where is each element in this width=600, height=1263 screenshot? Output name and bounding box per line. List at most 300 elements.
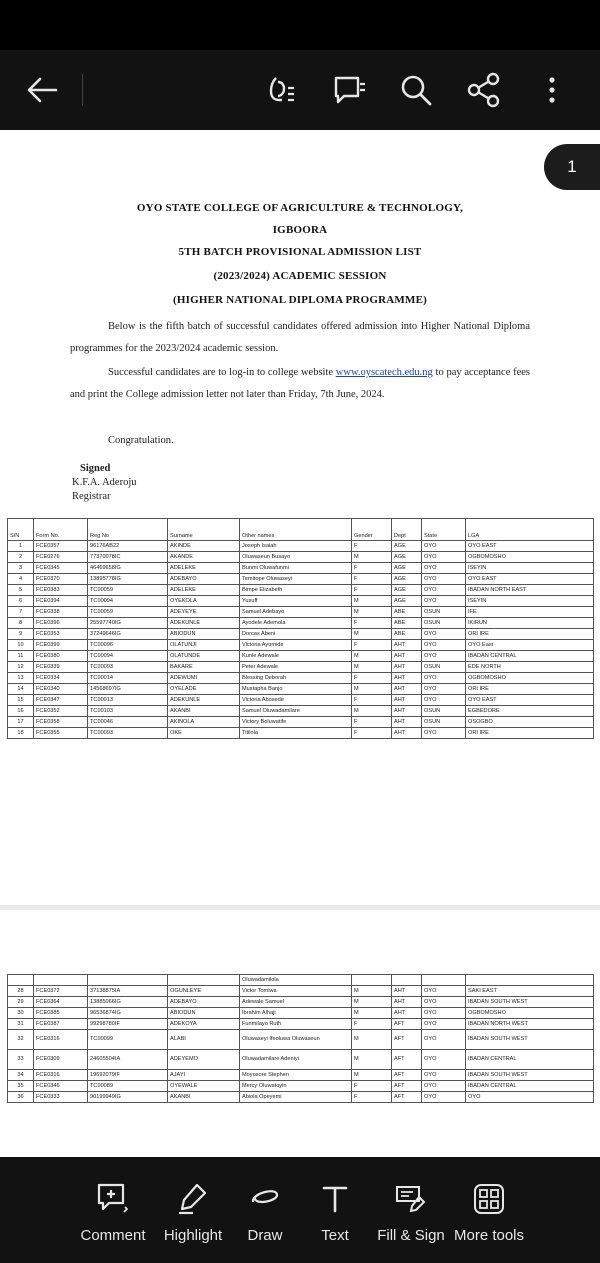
table-cell: 16 [8, 706, 34, 717]
table-cell: Bunmi Oluwafunmi [240, 563, 352, 574]
table-cell: OYO [422, 640, 466, 651]
table-row [8, 618, 594, 629]
signatory-name: K.F.A. Aderoju [72, 477, 137, 488]
table-cell: 11 [8, 651, 34, 662]
column-header: Surname [168, 519, 240, 541]
table-row [8, 1070, 594, 1081]
table-cell: FCE0339 [34, 662, 88, 673]
table-cell: FCE0346 [34, 1081, 88, 1092]
table-cell: 9 [8, 629, 34, 640]
table-row [8, 975, 594, 986]
table-cell: 18 [8, 728, 34, 739]
table-cell: M [352, 1030, 392, 1050]
table-cell: TC00093 [88, 662, 168, 673]
table-cell: 14568697IG [88, 684, 168, 695]
table-cell: 31 [8, 1019, 34, 1030]
table-cell: Adewale Samuel [240, 997, 352, 1008]
table-cell [392, 975, 422, 986]
table-row [8, 728, 594, 739]
table-cell: 96536874IG [88, 1008, 168, 1019]
table-cell: Bimpe Elizabeth [240, 585, 352, 596]
table-cell: 25597740IG [88, 618, 168, 629]
column-header: Other names [240, 519, 352, 541]
comment-tool-button[interactable] [68, 1181, 158, 1244]
table-cell: OYO East [466, 640, 594, 651]
table-cell: ORI IRE [466, 728, 594, 739]
table-row [8, 607, 594, 618]
table-cell: 5 [8, 585, 34, 596]
table-cell: FCE0338 [34, 607, 88, 618]
table-cell [466, 975, 594, 986]
table-cell: TC00093 [88, 728, 168, 739]
table-cell: 13 [8, 673, 34, 684]
table-row [8, 563, 594, 574]
table-cell: Blessing Deborah [240, 673, 352, 684]
table-cell: FCE0399 [34, 640, 88, 651]
table-cell: AKINOLA [168, 717, 240, 728]
table-cell: ISEYIN [466, 563, 594, 574]
table-cell: TC00099 [88, 1030, 168, 1050]
table-cell: IBADAN NORTH EAST [466, 585, 594, 596]
table-cell: OYO [422, 1030, 466, 1050]
table-cell: FCE0355 [34, 728, 88, 739]
table-cell: AFT [392, 1081, 422, 1092]
congratulation-text: Congratulation. [108, 435, 174, 446]
table-cell: 30 [8, 1008, 34, 1019]
table-cell: M [352, 552, 392, 563]
table-cell: IKIRUN [466, 618, 594, 629]
table-cell: TC00014 [88, 673, 168, 684]
text-tool-label: Text [321, 1227, 349, 1244]
table-cell: 99298780IF [88, 1019, 168, 1030]
table-cell: AHT [392, 717, 422, 728]
table-cell: OYO [422, 1008, 466, 1019]
table-cell: AHT [392, 684, 422, 695]
table-cell: 77370078IC [88, 552, 168, 563]
table-cell: FCE0396 [34, 618, 88, 629]
header-line-4: (2023/2024) ACADEMIC SESSION [213, 270, 387, 282]
table-cell: AFT [392, 1019, 422, 1030]
table-cell: OLATUNJI [168, 640, 240, 651]
table-cell: M [352, 684, 392, 695]
table-row [8, 986, 594, 997]
table-cell: OGBOMOSHO [466, 1008, 594, 1019]
table-cell: AHT [392, 673, 422, 684]
table-row [8, 552, 594, 563]
table-cell: Funmilayo Ruth [240, 1019, 352, 1030]
header-line-5: (HIGHER NATIONAL DIPLOMA PROGRAMME) [173, 294, 427, 306]
table-cell: Victor Tomiwa [240, 986, 352, 997]
table-cell: OYO [422, 1050, 466, 1070]
table-cell: OYO [422, 673, 466, 684]
table-cell: 37138875IA [88, 986, 168, 997]
table-cell: OYO [422, 1019, 466, 1030]
table-row [8, 662, 594, 673]
table-cell: OYO [422, 596, 466, 607]
table-row [8, 1030, 594, 1050]
table-cell: M [352, 629, 392, 640]
table-cell: OSOGBO [466, 717, 594, 728]
table-cell: FCE0383 [34, 585, 88, 596]
table-cell: AHT [392, 1008, 422, 1019]
table-cell: OSUN [422, 706, 466, 717]
table-cell: 14 [8, 684, 34, 695]
table-cell: Ibrahim Alhaji [240, 1008, 352, 1019]
table-row [8, 651, 594, 662]
table-cell: FCE0334 [34, 673, 88, 684]
table-cell: M [352, 1050, 392, 1070]
table-cell: FCE0364 [34, 997, 88, 1008]
table-row [8, 717, 594, 728]
document-page-1 [0, 130, 600, 905]
table-cell: AFT [392, 1070, 422, 1081]
admission-table-page-2 [7, 974, 594, 1103]
table-cell: Samuel Oluwadamilare [240, 706, 352, 717]
table-cell: IFE [466, 607, 594, 618]
document-page-2 [0, 910, 600, 1157]
table-cell: AGE [392, 596, 422, 607]
table-cell: M [352, 607, 392, 618]
comment-list-icon[interactable] [330, 70, 370, 110]
table-cell: ADEBAYO [168, 997, 240, 1008]
table-cell: Oluwaseun Busayo [240, 552, 352, 563]
table-row [8, 997, 594, 1008]
table-cell: FCE0345 [34, 563, 88, 574]
table-cell: Temitope Oluwaseyi [240, 574, 352, 585]
table-cell: 28 [8, 986, 34, 997]
table-cell: 13895778IG [88, 574, 168, 585]
table-cell: Mustapha Banjo [240, 684, 352, 695]
table-cell: FCE0340 [34, 684, 88, 695]
table-cell: FCE0347 [34, 695, 88, 706]
table-cell: FCE0387 [34, 1019, 88, 1030]
more-tools-icon [471, 1181, 507, 1217]
table-cell: OLATUNDE [168, 651, 240, 662]
table-cell [8, 975, 34, 986]
table-cell: 19692079IF [88, 1070, 168, 1081]
table-row [8, 585, 594, 596]
table-cell: 36 [8, 1092, 34, 1103]
table-row [8, 1019, 594, 1030]
table-cell: M [352, 1070, 392, 1081]
document-viewport[interactable] [0, 130, 600, 1157]
table-cell: ABE [392, 607, 422, 618]
table-cell: AFT [392, 1050, 422, 1070]
table-cell: 10 [8, 640, 34, 651]
table-cell: Oluwaseyi Ifeoluwa Oluwaseun [240, 1030, 352, 1050]
admission-table-page-1 [7, 518, 594, 739]
text-icon [317, 1181, 353, 1217]
table-cell: 33 [8, 1050, 34, 1070]
table-cell [34, 975, 88, 986]
table-cell: IBADAN CENTRAL [466, 1081, 594, 1092]
table-cell: OGUNLEYE [168, 986, 240, 997]
table-cell: OGBOMOSHO [466, 552, 594, 563]
table-cell: 35 [8, 1081, 34, 1092]
college-website-link[interactable]: www.oyscatech.edu.ng [335, 367, 433, 378]
table-row [8, 1050, 594, 1070]
table-cell: FCE0333 [34, 1092, 88, 1103]
table-cell: ADELEKE [168, 585, 240, 596]
table-cell: AKANDE [168, 552, 240, 563]
table-cell: Moyosore Stephen [240, 1070, 352, 1081]
table-cell: ADEYEMO [168, 1050, 240, 1070]
table-cell: Peter Adewale [240, 662, 352, 673]
table-cell: FCE0353 [34, 629, 88, 640]
table-cell: FCE0358 [34, 717, 88, 728]
highlight-tool-label: Highlight [163, 1227, 223, 1244]
table-cell: AKANBI [168, 1092, 240, 1103]
table-cell: F [352, 1092, 392, 1103]
table-cell: F [352, 695, 392, 706]
table-cell: OYO [422, 563, 466, 574]
table-cell: ADEYEYE [168, 607, 240, 618]
table-cell: IBADAN CENTRAL [466, 1050, 594, 1070]
instructions-paragraph: Successful candidates are to log-in to college website www.oyscatech.edu.ng to pay acceptance fees and print the College admission letter not later than Friday, 7th June, 2024. [70, 367, 531, 400]
table-cell: ORI IRE [466, 629, 594, 640]
column-header: Form No. [34, 519, 88, 541]
table-cell: F [352, 717, 392, 728]
table-cell: F [352, 728, 392, 739]
table-cell: OYEKOLA [168, 596, 240, 607]
table-cell: OYO EAST [466, 541, 594, 552]
table-cell: Oluwadamilola [240, 975, 352, 986]
table-cell: OSUN [422, 717, 466, 728]
table-cell: FCE0309 [34, 1050, 88, 1070]
read-aloud-icon[interactable] [262, 70, 302, 110]
table-cell: AFT [392, 1092, 422, 1103]
table-cell: ABIODUN [168, 1008, 240, 1019]
table-cell: AHT [392, 662, 422, 673]
table-cell: OYO [422, 574, 466, 585]
table-cell: 7 [8, 607, 34, 618]
table-cell: Ayodele Ademola [240, 618, 352, 629]
table-cell: 3 [8, 563, 34, 574]
table-cell: Dorcas Abeni [240, 629, 352, 640]
table-cell: ADEBAYO [168, 574, 240, 585]
table-cell: 96176AB22 [88, 541, 168, 552]
table-cell [352, 975, 392, 986]
table-cell: AHT [392, 728, 422, 739]
table-cell: TC00094 [88, 596, 168, 607]
table-cell: ADEKUNLE [168, 618, 240, 629]
table-cell: OYO [422, 629, 466, 640]
table-cell: Joseph Isaiah [240, 541, 352, 552]
table-cell: BAKARE [168, 662, 240, 673]
table-cell: FCE0380 [34, 651, 88, 662]
table-cell: OYO [422, 997, 466, 1008]
table-cell: IBADAN SOUTH WEST [466, 1070, 594, 1081]
table-cell: Samuel Adebayo [240, 607, 352, 618]
column-header: LGA [466, 519, 594, 541]
table-cell: IBADAN SOUTH WEST [466, 1030, 594, 1050]
table-cell: AGE [392, 585, 422, 596]
signatory-title: Registrar [72, 491, 111, 502]
table-cell: Victoria Ayomide [240, 640, 352, 651]
table-cell: OYO [422, 986, 466, 997]
table-cell: AHT [392, 706, 422, 717]
table-cell: Yusuff [240, 596, 352, 607]
table-cell: EGBEDORE [466, 706, 594, 717]
table-cell: AGE [392, 563, 422, 574]
table-cell: 46469658IG [88, 563, 168, 574]
table-row [8, 574, 594, 585]
table-row [8, 596, 594, 607]
table-cell: ABIODUN [168, 629, 240, 640]
table-cell: TC00089 [88, 1081, 168, 1092]
table-cell: OYO [422, 1070, 466, 1081]
table-cell: OYO EAST [466, 695, 594, 706]
fill-sign-icon [393, 1181, 429, 1217]
more-tools-button[interactable] [444, 1181, 534, 1244]
fill-sign-tool-label: Fill & Sign [377, 1227, 445, 1244]
table-row [8, 673, 594, 684]
signature-block [72, 462, 137, 504]
table-cell: ALABI [168, 1030, 240, 1050]
table-cell: AHT [392, 997, 422, 1008]
table-cell: Victoria Abosede [240, 695, 352, 706]
table-cell: 32 [8, 1030, 34, 1050]
table-cell: F [352, 1019, 392, 1030]
table-row [8, 629, 594, 640]
table-cell: Victory Boluwatife [240, 717, 352, 728]
table-cell: 24605504IA [88, 1050, 168, 1070]
search-icon[interactable] [396, 70, 436, 110]
table-cell: M [352, 997, 392, 1008]
highlight-pen-icon [175, 1181, 211, 1217]
table-cell: Kunle Adewale [240, 651, 352, 662]
table-cell: OGBOMOSHO [466, 673, 594, 684]
table-cell: OYEWALE [168, 1081, 240, 1092]
table-cell: 1 [8, 541, 34, 552]
table-cell: AKINDE [168, 541, 240, 552]
table-cell: FCE0394 [34, 596, 88, 607]
table-cell: 2 [8, 552, 34, 563]
page-indicator[interactable]: 1 [544, 144, 600, 190]
table-cell: OYO [422, 541, 466, 552]
table-cell: FCE0370 [34, 574, 88, 585]
more-vertical-icon[interactable] [532, 70, 572, 110]
table-row [8, 640, 594, 651]
table-cell: 8 [8, 618, 34, 629]
table-cell: OSUN [422, 662, 466, 673]
table-cell: Oluwadamilare Adeniyi [240, 1050, 352, 1070]
table-cell: OKE [168, 728, 240, 739]
table-cell: TC00103 [88, 706, 168, 717]
table-cell: IBADAN NORTH WEST [466, 1019, 594, 1030]
table-cell: EDE NORTH [466, 662, 594, 673]
table-cell: 37249646IG [88, 629, 168, 640]
table-cell: M [352, 651, 392, 662]
table-cell: 12 [8, 662, 34, 673]
table-cell: OYO [422, 651, 466, 662]
table-cell: Abiola Opeyemi [240, 1092, 352, 1103]
table-row [8, 1081, 594, 1092]
column-header: Gender [352, 519, 392, 541]
table-cell: FCE0357 [34, 541, 88, 552]
table-cell: AHT [392, 651, 422, 662]
table-cell: AGE [392, 552, 422, 563]
table-cell: ADEWUMI [168, 673, 240, 684]
table-row [8, 541, 594, 552]
table-cell: 29 [8, 997, 34, 1008]
table-row [8, 706, 594, 717]
table-cell: IBADAN SOUTH WEST [466, 997, 594, 1008]
table-cell: OSUN [422, 618, 466, 629]
table-cell: ADEKUNLE [168, 695, 240, 706]
draw-icon [247, 1181, 283, 1217]
table-cell: 6 [8, 596, 34, 607]
table-cell: ABE [392, 618, 422, 629]
column-header: Reg No [88, 519, 168, 541]
signed-label: Signed [80, 463, 111, 474]
table-cell: AJAYI [168, 1070, 240, 1081]
table-cell: OYO [466, 1092, 594, 1103]
table-cell: F [352, 640, 392, 651]
table-row [8, 1008, 594, 1019]
table-cell: AGE [392, 574, 422, 585]
table-cell: OYO [422, 684, 466, 695]
table-cell: F [352, 563, 392, 574]
table-cell: FCE0385 [34, 1008, 88, 1019]
table-cell: FCE0316 [34, 1070, 88, 1081]
table-cell: TC00046 [88, 717, 168, 728]
table-cell: 90199949IG [88, 1092, 168, 1103]
header-line-1: OYO STATE COLLEGE OF AGRICULTURE & TECHNOLOGY, [136, 202, 464, 214]
table-cell: ABE [392, 629, 422, 640]
table-cell: AHT [392, 640, 422, 651]
table-cell: Mercy Oluwatoyin [240, 1081, 352, 1092]
table-cell: F [352, 585, 392, 596]
column-header: Dept [392, 519, 422, 541]
intro-paragraph: Below is the fifth batch of successful candidates offered admission into Higher National Diploma programmes for the 2023/2024 academic session. [70, 321, 530, 354]
column-header: State [422, 519, 466, 541]
table-cell: OYO [422, 1081, 466, 1092]
table-cell: 15 [8, 695, 34, 706]
toolbar-divider [82, 74, 83, 106]
fill-sign-tool-button[interactable] [366, 1181, 456, 1244]
table-cell: OYO [422, 695, 466, 706]
table-cell: OYO [422, 1092, 466, 1103]
table-cell: Titilola [240, 728, 352, 739]
table-cell: F [352, 673, 392, 684]
table-cell [422, 975, 466, 986]
table-cell: OYO EAST [466, 574, 594, 585]
table-cell: F [352, 618, 392, 629]
table-cell: IBADAN CENTRAL [466, 651, 594, 662]
share-icon[interactable] [464, 70, 504, 110]
table-cell: AFT [392, 1030, 422, 1050]
arrow-left-icon[interactable] [22, 72, 62, 108]
table-cell: M [352, 706, 392, 717]
table-cell: TC00059 [88, 607, 168, 618]
top-toolbar [0, 50, 600, 130]
table-cell: OYO [422, 585, 466, 596]
table-cell: OYO [422, 552, 466, 563]
table-cell: AKANBI [168, 706, 240, 717]
table-cell: M [352, 662, 392, 673]
draw-tool-label: Draw [247, 1227, 283, 1244]
table-cell: F [352, 574, 392, 585]
table-cell: F [352, 541, 392, 552]
table-cell [88, 975, 168, 986]
table-cell: OSUN [422, 607, 466, 618]
table-cell: FCE0276 [34, 552, 88, 563]
table-cell: F [352, 1081, 392, 1092]
table-cell: 34 [8, 1070, 34, 1081]
table-cell: TC00059 [88, 585, 168, 596]
comment-icon [95, 1181, 131, 1217]
